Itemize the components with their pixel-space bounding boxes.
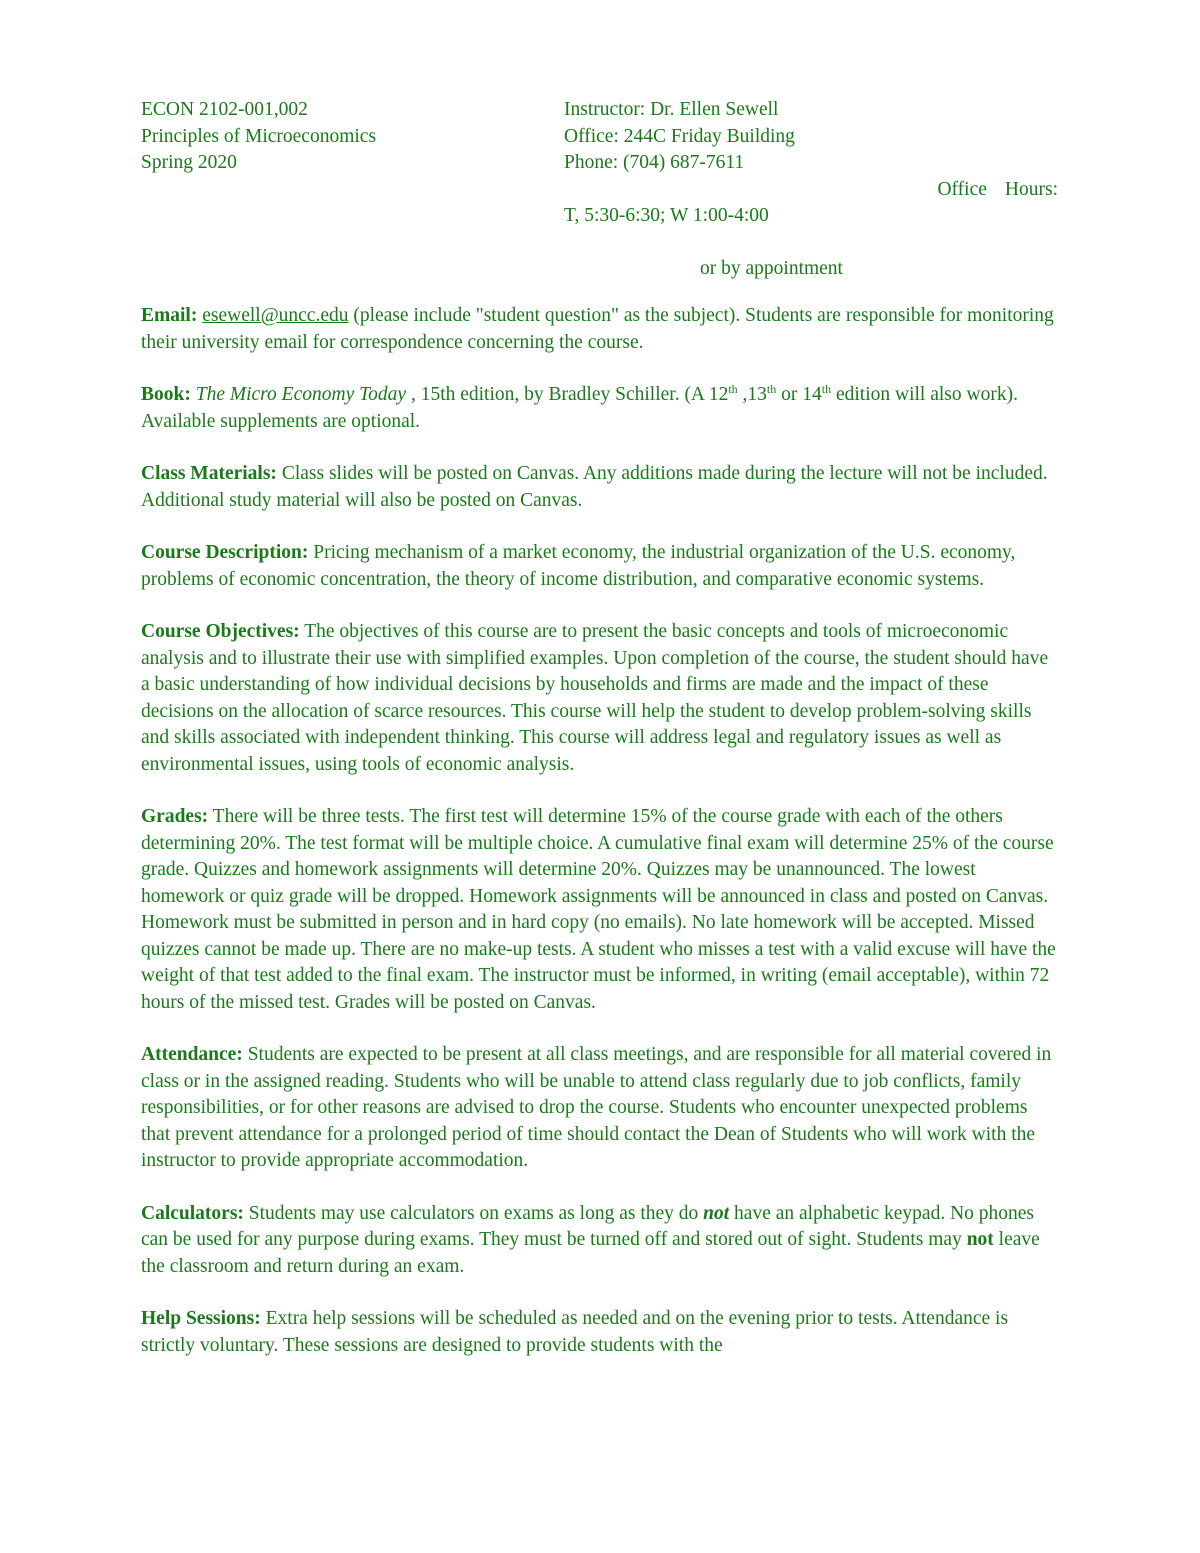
course-term: Spring 2020: [141, 152, 237, 173]
course-description-label: Course Description:: [141, 542, 309, 563]
course-info-block: [141, 97, 376, 177]
calculators-label: Calculators:: [141, 1202, 244, 1224]
email-link[interactable]: esewell@uncc.edu: [202, 305, 349, 326]
course-objectives-label: Course Objectives:: [141, 621, 300, 642]
office-hours-times: T, 5:30-6:30; W 1:00-4:00: [564, 205, 769, 226]
email-section: [141, 303, 1061, 356]
attendance-section: [141, 1042, 1061, 1175]
attendance-text: Students are expected to be present at all class meetings, and are responsible for all material covered in class or in the assigned reading. Students who will be unable to attend class regularly due to job conflicts, family responsibilities, or for other reasons are advised to drop the course. Students who encounter unexpected problems that prevent attendance for a prolonged period of time should contact the Dean of Students who will work with the instructor to provide appropriate accommodation.: [141, 1044, 1052, 1171]
help-sessions-text: Extra help sessions will be scheduled as needed and on the evening prior to tests. Attendance is strictly voluntary. These sessions are designed to provide students with the: [141, 1308, 1009, 1356]
help-sessions-label: Help Sessions:: [141, 1308, 261, 1329]
course-description-section: [141, 540, 1061, 593]
class-materials-text: Class slides will be posted on Canvas. Any additions made during the lecture will not be included. Additional study material will also be posted on Canvas.: [141, 463, 1048, 511]
class-materials-label: Class Materials:: [141, 463, 277, 484]
instructor-info-block: [564, 97, 1064, 282]
attendance-label: Attendance:: [141, 1044, 243, 1065]
help-sessions-section: [141, 1306, 1061, 1359]
course-description-text: Pricing mechanism of a market economy, the industrial organization of the U.S. economy, problems of economic concentration, the theory of income distribution, and comparative economic systems.: [141, 542, 1016, 590]
course-title: Principles of Microeconomics: [141, 125, 377, 147]
grades-text: There will be three tests. The first test will determine 15% of the course grade with each of the others determining 20%. The test format will be multiple choice. A cumulative final exam will determine 25% of the course grade. Quizzes and homework assignments will determine 20%. Quizzes may be unannounced. The lowest homework or quiz grade will be dropped. Homework assignments will be announced in class and posted on Canvas. Homework must be submitted in person and in hard copy (no emails). No late homework will be accepted. Missed quizzes cannot be made up. There are no make-up tests. A student who misses a test with a valid excuse will have the weight of that test added to the final exam. The instructor must be informed, in writing (email acceptable), within 72 hours of the missed test. Grades will be posted on Canvas.: [141, 806, 1056, 1013]
emphasis-not-bold: not: [966, 1229, 994, 1250]
class-materials-section: [141, 461, 1061, 514]
course-objectives-text: The objectives of this course are to present the basic concepts and tools of microeconomic analysis and to illustrate their use with simplified examples. Upon completion of the course, the student should have a basic understanding of how individual decisions by households and firms are made and the impact of these decisions on the allocation of scarce resources. This course will help the student to develop problem-solving skills and skills associated with independent thinking. This course will address legal and regulatory issues as well as environmental issues, using tools of economic analysis.: [141, 621, 1049, 775]
office-location: Office: 244C Friday Building: [564, 125, 795, 147]
book-section: Book: The Micro Economy Today , 15th edition, by Bradley Schiller. (A 12th ,13th or 14th edition will also work). Available supplements are optional.: [141, 382, 1018, 432]
book-title: The Micro Economy Today: [195, 384, 407, 405]
email-label: Email:: [141, 305, 198, 326]
course-code: ECON 2102-001,002: [141, 99, 308, 120]
phone-number: Phone: (704) 687-7611: [564, 152, 745, 173]
calculators-section: Calculators: Students may use calculators on exams as long as they do not have an alphabetic keypad. No phones can be used for any purpose during exams. They must be turned off and stored out of sight. Students may not leave the classroom and return during an exam.: [141, 1202, 1040, 1277]
grades-label: Grades:: [141, 806, 209, 827]
book-label: Book:: [141, 384, 191, 405]
instructor-name: Instructor: Dr. Ellen Sewell: [564, 99, 779, 120]
emphasis-not-italic: not: [703, 1202, 730, 1224]
email-text: (please include "student question" as the subject). Students are responsible for monitoring their university email for correspondence concerning the course.: [141, 305, 1054, 353]
course-objectives-section: [141, 619, 1061, 778]
syllabus-body: [141, 303, 1061, 1385]
grades-section: [141, 804, 1061, 1016]
office-hours-label: Office Hours:: [937, 178, 1058, 200]
appointment-note: or by appointment: [700, 257, 843, 279]
